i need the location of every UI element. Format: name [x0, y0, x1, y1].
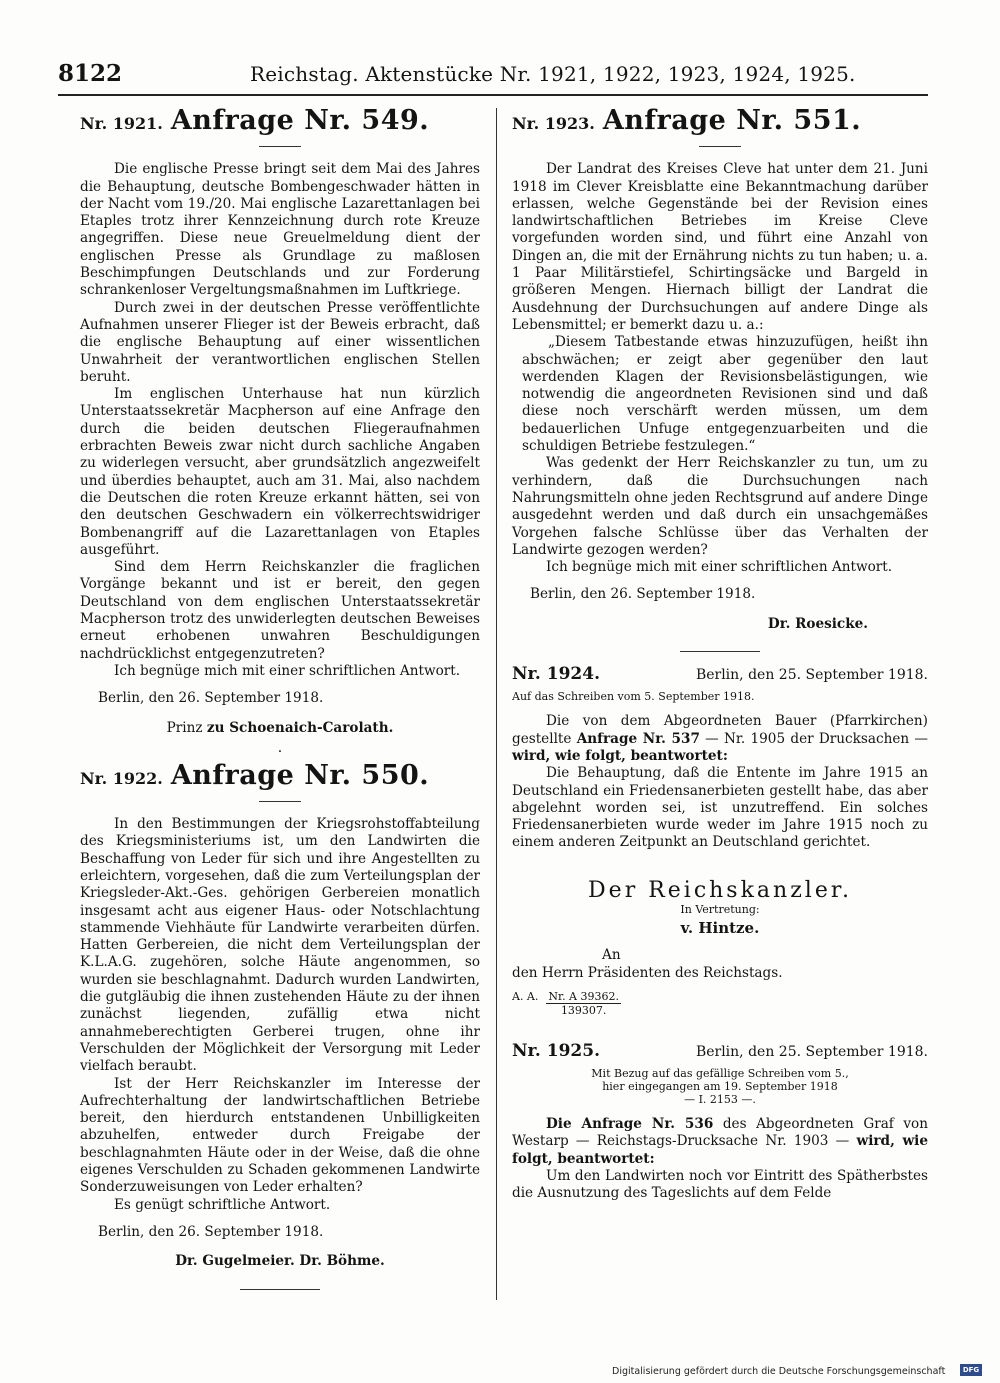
- divider: ·: [277, 743, 283, 760]
- file-reference: [512, 990, 928, 1017]
- divider: [259, 146, 301, 147]
- paragraph: Ist der Herr Reichskanzler im Interesse der Aufrechterhaltung der landwirtschaftlichen Betriebe bereit, den hierdurch entstandenen Unbilligkeiten abzuhelfen, entweder durch Freigabe der beschlagnahmten Häute oder in der Weise, daß die ohne eigenes Verschulden zu Schaden gekommenen Landwirte Sonderzuweisungen von Leder erhalten?: [80, 1075, 480, 1196]
- signature: Dr. Roesicke.: [767, 615, 868, 632]
- anfrage-title: Anfrage Nr. 550.: [170, 759, 430, 791]
- paragraph: Es genügt schriftliche Antwort.: [114, 1196, 331, 1213]
- anfrage-title: Anfrage Nr. 549.: [170, 105, 430, 136]
- running-header: [58, 60, 928, 96]
- reference-line: Auf das Schreiben vom 5. September 1918.: [512, 690, 755, 704]
- doc-1923-heading: [512, 105, 928, 136]
- right-column: [512, 105, 928, 1203]
- file-reference-top: Nr. A 39362.: [548, 989, 619, 1003]
- answer-formula: wird, wie folgt, beantwortet:: [512, 747, 728, 764]
- reference-block: [512, 1067, 928, 1106]
- paragraph: Die englische Presse bringt seit dem Mai des Jahres die Behauptung, deutsche Bombengeschwader hätten in der Nacht vom 19./20. Mai englische Lazarettanlagen bei Etaples trotz ihrer Kennzeichnung durch rote Kreuze angegriffen. Diese neue Greuelmeldung dient der englischen Presse als Grundlage zu maßlosen Beschimpfungen Deutschlands und zur Forderung schrankenloser Vergeltungsmaßnahmen im Luftkriege.: [80, 161, 480, 299]
- signature-prefix: Prinz: [166, 719, 203, 736]
- paragraph: Ich begnüge mich mit einer schriftlichen Antwort.: [114, 662, 461, 679]
- doc-1922-heading: [80, 759, 480, 791]
- paragraph: Was gedenkt der Herr Reichskanzler zu tun, um zu verhindern, daß die Durchsuchungen nach Nahrungsmitteln ohne jeden Rechtsgrund auf andere Dinge ausgedehnt werden und daß durch ein unsachgemäßes Vorgehen falsche Schlüsse über das Verhalten der Landwirte gezogen werden?: [512, 455, 928, 558]
- paragraph: Der Landrat des Kreises Cleve hat unter dem 21. Juni 1918 im Clever Kreisblatte eine Bekanntmachung darüber erlassen, welche Gegenstände bei der Revision eines landwirtschaftlichen Betriebes im Kreise Cleve vorgefunden worden sind, und führt eine Anzahl von Dingen an, die mit der Ernährung nichts zu tun haben; u. a. 1 Paar Militärstiefel, Schirtingsäcke und Bargeld in größeren Mengen. Hiernach billigt der Landrat die Ausdehnung der Durchsuchungen auf andere Dinge als Lebensmittel; er bemerkt dazu u. a.:: [512, 161, 928, 333]
- doc-number: Nr. 1924.: [512, 664, 601, 685]
- digitization-credit: Digitalisierung gefördert durch die Deutsche Forschungsgemeinschaft: [612, 1366, 946, 1377]
- date-line: Berlin, den 26. September 1918.: [98, 690, 324, 707]
- doc-1921-heading: [80, 105, 480, 136]
- reference-line: Mit Bezug auf das gefällige Schreiben vom 5.,: [591, 1067, 849, 1081]
- drucksache-reference: — Nr. 1905 der Drucksachen —: [705, 730, 928, 747]
- quotation: „Diesem Tatbestande etwas hinzuzufügen, heißt ihn abschwächen; er zeigt aber gegenüber den laut werdenden Klagen der Revisionsbelästigungen, wie notwendig die angeordneten Revisionen sind und daß diese noch verschärft werden müssen, um dem bedauerlichen Unfuge entgegenzuarbeiten und die schuldigen Betriebe festzulegen.“: [522, 334, 928, 455]
- anfrage-reference: Anfrage Nr. 537: [576, 730, 700, 747]
- reference-line: hier eingegangen am 19. September 1918: [602, 1080, 838, 1094]
- intro-text: des Abgeordneten Graf von Westarp — Reichstags-Drucksache Nr. 1903 —: [512, 1116, 928, 1150]
- divider: [699, 146, 741, 147]
- date-line: Berlin, den 25. September 1918.: [695, 1043, 928, 1060]
- paragraph: Um den Landwirten noch vor Eintritt des Spätherbstes die Ausnutzung des Tageslichts auf dem Felde: [512, 1168, 928, 1202]
- signature: [80, 720, 480, 737]
- file-reference-bottom: 139307.: [560, 1003, 607, 1017]
- paragraph: Durch zwei in der deutschen Presse veröffentlichte Aufnahmen unserer Flieger ist der Beweis erbracht, daß die englische Behauptung auf einer wissentlichen Unwahrheit der verantwortlichen englischen Stellen beruht.: [80, 299, 480, 385]
- paragraph: In den Bestimmungen der Kriegsrohstoffabteilung des Kriegsministeriums ist, um den Landwirten die Beschaffung von Leder für sich und ihre Angestellten zu erleichtern, vorgesehen, daß die zum Verteilungsplan der Kriegsleder-Akt.-Ges. gehörigen Gerbereien monatlich insgesamt acht aus eigener Haus- oder Notschlachtung stammende Viehhäute für Landwirte verarbeiten dürfen. Hatten Gerbereien, die nicht dem Verteilungsplan der K.L.A.G. zugehören, solche Häute angenommen, so wurden sie beschlagnahmt. Dadurch wurden Landwirten, die gutgläubig die ihnen zustehenden Häute zu der ihnen zunächst liegenden, zufällig etwa nicht annahmeberechtigten Gerberei trugen, ohne ihr Verschulden der Möglichkeit der Versorgung mit Leder vielfach beraubt.: [80, 816, 480, 1075]
- paragraph: Sind dem Herrn Reichskanzler die fraglichen Vorgänge bekannt und ist er bereit, den gegen Deutschland von dem englischen Unterstaatssekretär Macpherson trotz des unwiderlegten deutschen Beweises erneut erhobenen unwahren Beschuldigungen nachdrücklichst entgegenzutreten?: [80, 559, 480, 662]
- column-divider: [496, 108, 497, 1300]
- paragraph: [512, 1116, 928, 1168]
- paragraph: Ich begnüge mich mit einer schriftlichen Antwort.: [546, 559, 893, 576]
- doc-number: Nr. 1922.: [80, 768, 163, 788]
- doc-1925-heading: [512, 1040, 928, 1061]
- answer-formula: wird, wie folgt, beantwortet:: [512, 1133, 928, 1167]
- date-line: Berlin, den 26. September 1918.: [98, 1223, 324, 1240]
- divider: [680, 651, 760, 652]
- signature-name: zu Schoenaich-Carolath.: [206, 719, 394, 736]
- anfrage-title: Anfrage Nr. 551.: [602, 105, 862, 136]
- kanzler-title: Der Reichskanzler.: [588, 877, 852, 903]
- dfg-logo: DFG: [960, 1364, 982, 1376]
- running-title: Reichstag. Aktenstücke Nr. 1921, 1922, 1923, 1924, 1925.: [250, 62, 856, 86]
- doc-number: Nr. 1925.: [512, 1040, 601, 1061]
- signature: v. Hintze.: [680, 918, 760, 937]
- doc-number: Nr. 1923.: [512, 114, 595, 133]
- doc-1924-heading: [512, 666, 928, 684]
- vertretung-label: In Vertretung:: [680, 902, 760, 916]
- anfrage-reference: Die Anfrage Nr. 536: [546, 1116, 714, 1133]
- divider: [259, 801, 301, 802]
- date-line: Berlin, den 26. September 1918.: [530, 586, 756, 603]
- paragraph: Im englischen Unterhause hat nun kürzlich Unterstaatssekretär Macpherson auf eine Anfrage den durch die beiden deutschen Fliegeraufnahmen erbrachten Beweis zwar nicht durch sachliche Angaben zu widerlegen versucht, aber grundsätzlich angezweifelt und überdies behauptet, auch am 31. Mai, also nachdem die Deutschen die roten Kreuze erkannt hätten, sei von den deutschen Geschwadern ein völkerrechtswidriger Bombenangriff auf die Lazarettanlagen von Etaples ausgeführt.: [80, 386, 480, 558]
- paragraph: [512, 713, 928, 765]
- divider: [240, 1289, 320, 1290]
- date-line: Berlin, den 25. September 1918.: [695, 667, 928, 684]
- file-reference-number: [546, 990, 621, 1017]
- addressee-line: den Herrn Präsidenten des Reichstags.: [512, 964, 783, 981]
- signature: Dr. Gugelmeier. Dr. Böhme.: [175, 1253, 385, 1270]
- page-number: 8122: [58, 60, 123, 87]
- addressee-an: An: [602, 947, 621, 964]
- intro-text: Die von dem Abgeordneten Bauer (Pfarrkirchen) gestellte: [512, 713, 928, 747]
- file-reference-label: A. A.: [512, 989, 539, 1003]
- paragraph: Die Behauptung, daß die Entente im Jahre 1915 an Deutschland ein Friedensanerbieten gestellt habe, das aber abgelehnt worden sei, ist unzutreffend. Ein solches Friedensanerbieten wurde weder im Jahre 1915 noch zu einem anderen Zeitpunkt an Deutschland gerichtet.: [512, 765, 928, 851]
- left-column: [80, 105, 480, 1304]
- reference-line: — I. 2153 —.: [684, 1093, 756, 1107]
- doc-number: Nr. 1921.: [80, 114, 163, 133]
